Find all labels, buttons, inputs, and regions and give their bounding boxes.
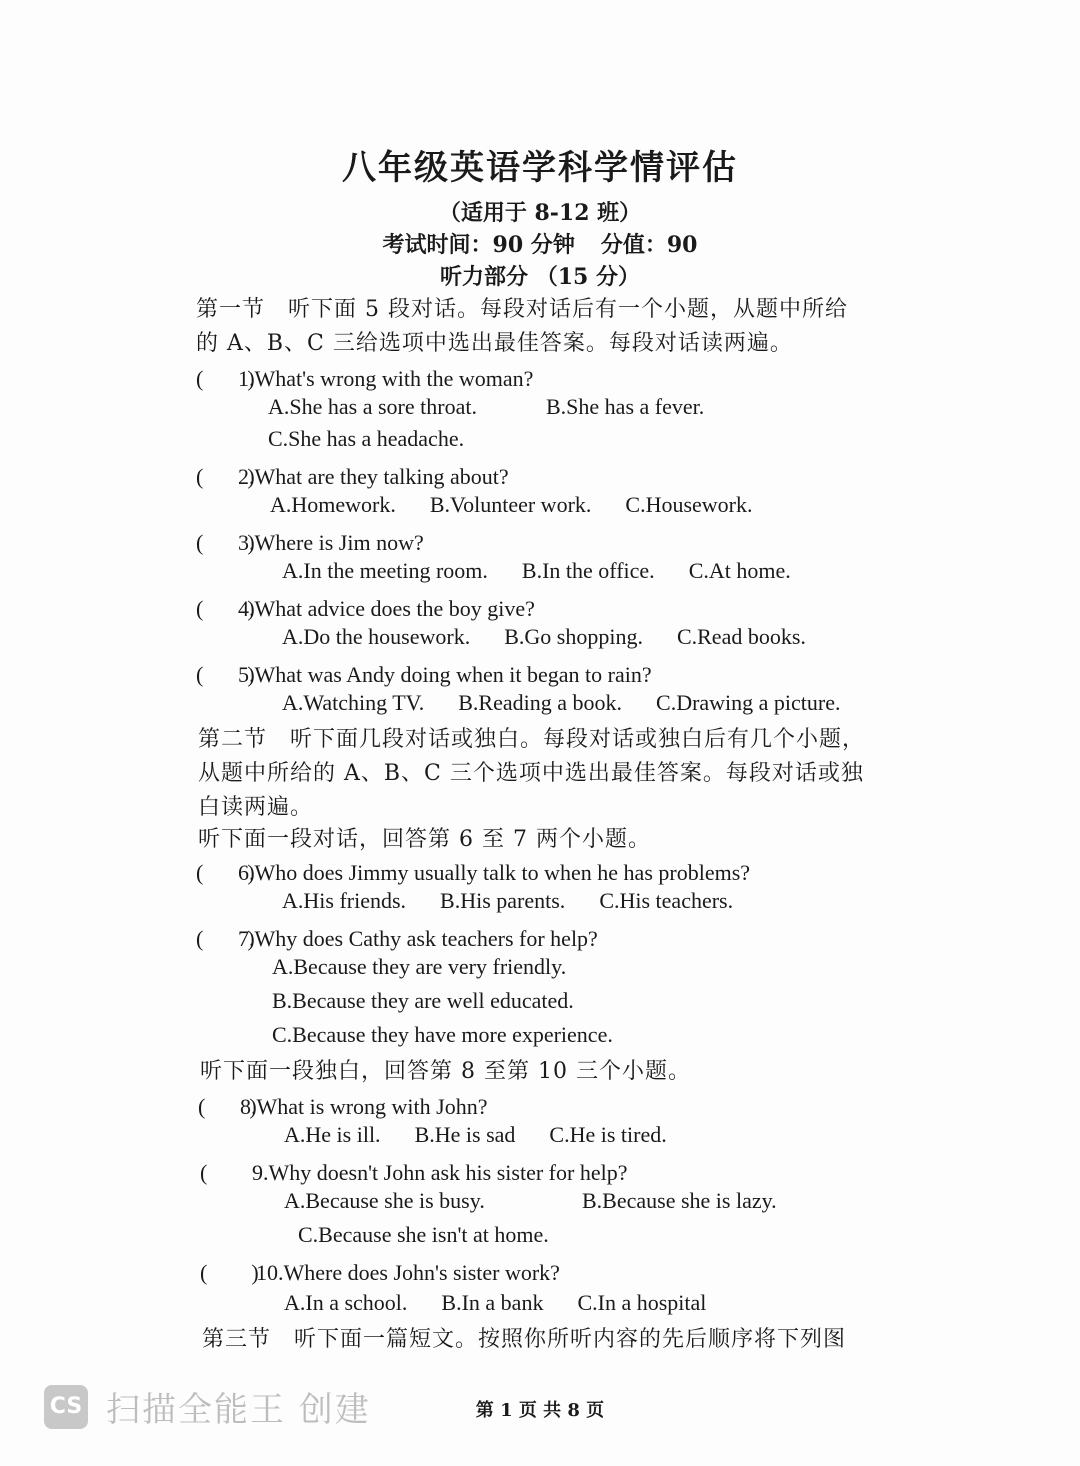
option-b: B.He is sad (414, 1122, 516, 1147)
option-a: A.Homework. (270, 492, 396, 517)
question-7-option-b: B.Because they are well educated. (272, 988, 574, 1013)
option-b: B.His parents. (440, 888, 566, 913)
option-c: C.At home. (688, 558, 791, 583)
question-text: 4.What advice does the boy give? (238, 596, 535, 621)
question-3-options (282, 558, 791, 584)
question-text: 10.Where does John's sister work? (256, 1260, 560, 1285)
question-text: 8.What is wrong with John? (240, 1094, 488, 1119)
question-9 (200, 1156, 627, 1187)
question-7 (196, 922, 598, 953)
question-4 (196, 592, 535, 623)
question-text: 2.What are they talking about? (238, 464, 509, 489)
question-4-options (282, 624, 806, 650)
option-b: B.Reading a book. (458, 690, 623, 715)
option-c: C.In a hospital (577, 1290, 707, 1315)
answer-blank[interactable]: ( ) (196, 530, 255, 555)
question-6 (196, 856, 750, 887)
question-10 (200, 1256, 560, 1287)
option-c: C.He is tired. (549, 1122, 667, 1147)
question-10-options (284, 1290, 706, 1316)
question-9-option-a: A.Because she is busy. (284, 1188, 485, 1213)
question-2-options (270, 492, 753, 518)
question-1 (196, 362, 533, 393)
question-9-option-c: C.Because she isn't at home. (298, 1222, 549, 1247)
question-6-options (282, 888, 733, 914)
question-text: 3.Where is Jim now? (238, 530, 424, 555)
option-b: B.Go shopping. (504, 624, 643, 649)
section1-line2: 的 A、B、C 三给选项中选出最佳答案。每段对话读两遍。 (196, 331, 793, 356)
question-text: 6.Who does Jimmy usually talk to when he has problems? (238, 860, 751, 885)
question-3 (196, 526, 424, 557)
question-5 (196, 658, 652, 689)
watermark-text: 扫描全能王 创建 (106, 1390, 371, 1430)
option-b: B.Volunteer work. (429, 492, 592, 517)
option-b: B.In a bank (441, 1290, 544, 1315)
option-c: C.Drawing a picture. (656, 690, 841, 715)
question-text: 5.What was Andy doing when it began to rain? (238, 662, 652, 687)
option-a: A.In a school. (284, 1290, 408, 1315)
option-a: A.He is ill. (284, 1122, 381, 1147)
dialog-intro: 听下面一段对话，回答第 6 至 7 两个小题。 (198, 827, 651, 852)
page-title: 八年级英语学科学情评估 (342, 148, 738, 188)
option-a: A.His friends. (282, 888, 407, 913)
page-number: 第 1 页 共 8 页 (475, 1400, 605, 1421)
page-subtitle: （适用于 8-12 班） (438, 200, 642, 226)
question-text: 9.Why doesn't John ask his sister for help? (252, 1160, 628, 1185)
section3-line1: 第三节 听下面一篇短文。按照你所听内容的先后顺序将下列图 (202, 1327, 847, 1352)
answer-blank[interactable]: ( ) (196, 662, 255, 687)
question-8 (198, 1090, 487, 1121)
option-c: C.Read books. (676, 624, 806, 649)
question-7-option-c: C.Because they have more experience. (272, 1022, 613, 1047)
option-a: A.Watching TV. (282, 690, 425, 715)
answer-blank[interactable]: ( (200, 1160, 252, 1185)
section2-line1: 第二节 听下面几段对话或独白。每段对话或独白后有几个小题， (198, 727, 866, 752)
option-a: A.In the meeting room. (282, 558, 488, 583)
answer-blank[interactable]: ( ) (196, 860, 255, 885)
question-2 (196, 460, 509, 491)
question-1-option-a: A.She has a sore throat. (268, 394, 477, 419)
question-text: 7.Why does Cathy ask teachers for help? (238, 926, 598, 951)
question-5-options (282, 690, 841, 716)
exam-meta (0, 228, 1080, 259)
section2-line2: 从题中所给的 A、B、C 三个选项中选出最佳答案。每段对话或独 (198, 761, 864, 786)
question-1-option-c: C.She has a headache. (268, 426, 465, 451)
option-c: C.Housework. (625, 492, 753, 517)
monologue-intro: 听下面一段独白，回答第 8 至第 10 三个小题。 (200, 1059, 691, 1084)
answer-blank[interactable]: ( ) (196, 926, 255, 951)
answer-blank[interactable]: ( ) (196, 366, 255, 391)
option-c: C.His teachers. (599, 888, 734, 913)
option-b: B.In the office. (521, 558, 655, 583)
question-7-option-a: A.Because they are very friendly. (272, 954, 567, 979)
listening-heading: 听力部分 （15 分） (440, 264, 640, 290)
question-1-option-b: B.She has a fever. (546, 394, 705, 419)
question-8-options (284, 1122, 667, 1148)
answer-blank[interactable]: ( ) (198, 1094, 257, 1119)
answer-blank[interactable]: ( ) (196, 596, 255, 621)
option-a: A.Do the housework. (282, 624, 471, 649)
answer-blank[interactable]: ( ) (200, 1260, 259, 1285)
question-9-option-b: B.Because she is lazy. (582, 1188, 777, 1213)
exam-score: 分值：90 (600, 232, 698, 258)
answer-blank[interactable]: ( ) (196, 464, 255, 489)
camscanner-logo-icon: CS (44, 1385, 88, 1429)
question-text: 1.What's wrong with the woman? (238, 366, 534, 391)
exam-time: 考试时间：90 分钟 (382, 232, 575, 258)
section1-line1: 第一节 听下面 5 段对话。每段对话后有一个小题，从题中所给 (196, 297, 848, 322)
section2-line3: 白读两遍。 (198, 795, 314, 820)
